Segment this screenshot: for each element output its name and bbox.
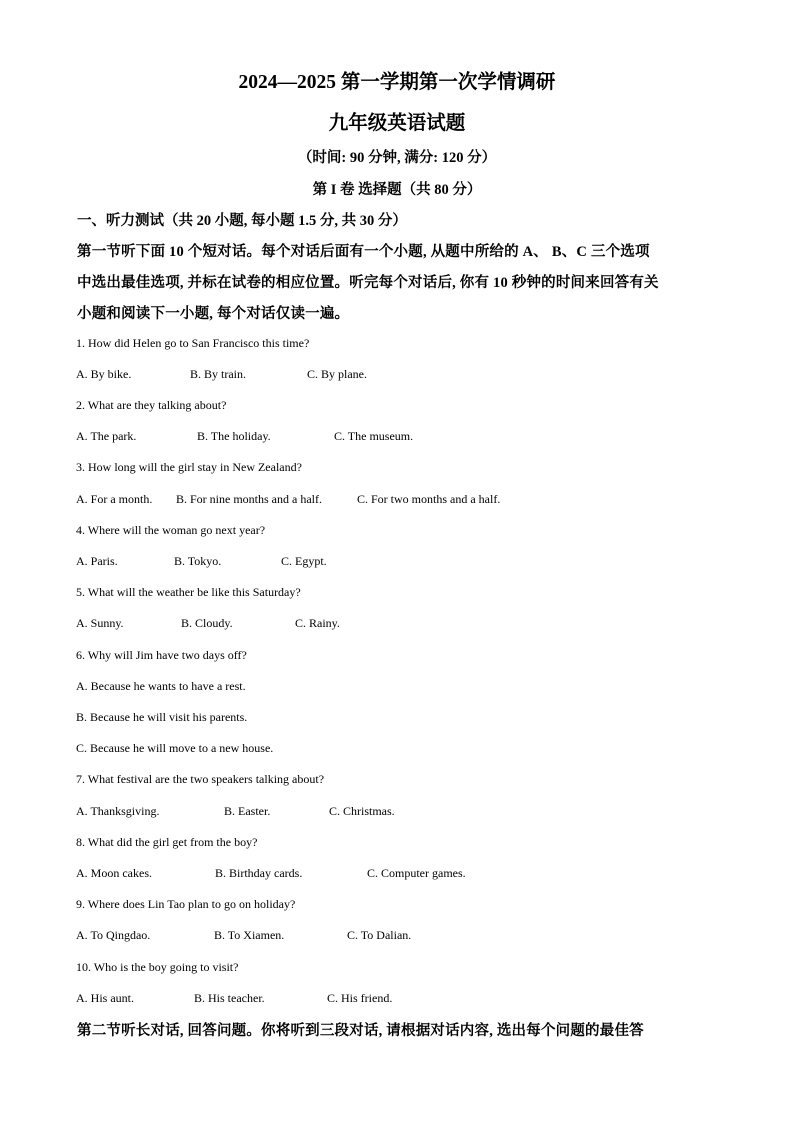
option-c: C. For two months and a half. <box>357 492 501 506</box>
option-b: B. Easter. <box>224 804 271 818</box>
question-text: 7. What festival are the two speakers talking about? <box>76 772 325 786</box>
exam-title: 2024—2025 第一学期第一次学情调研 <box>238 72 556 93</box>
option-a: A. By bike. <box>76 367 132 381</box>
option-c: C. Egypt. <box>281 554 327 568</box>
option-a: A. His aunt. <box>76 991 134 1005</box>
option-c: C. Computer games. <box>367 866 466 880</box>
instruction-line: 小题和阅读下一小题, 每个对话仅读一遍。 <box>77 306 350 322</box>
part-heading: 第 I 卷 选择题（共 80 分） <box>312 182 482 198</box>
option-c: C. Christmas. <box>329 804 395 818</box>
option-a: A. For a month. <box>76 492 153 506</box>
option-b: B. Because he will visit his parents. <box>76 710 248 724</box>
option-b: B. His teacher. <box>194 991 265 1005</box>
instruction-line: 第一节听下面 10 个短对话。每个对话后面有一个小题, 从题中所给的 A、 B、C 三个选项 <box>77 244 650 260</box>
option-c: C. Rainy. <box>295 616 340 630</box>
option-a: A. Because he wants to have a rest. <box>76 679 246 693</box>
option-b: B. By train. <box>190 367 246 381</box>
option-a: A. Moon cakes. <box>76 866 152 880</box>
option-b: B. The holiday. <box>197 429 271 443</box>
option-b: B. To Xiamen. <box>214 928 285 942</box>
option-c: C. By plane. <box>307 367 367 381</box>
section-heading: 一、听力测试（共 20 小题, 每小题 1.5 分, 共 30 分） <box>77 213 407 229</box>
option-b: B. Tokyo. <box>174 554 222 568</box>
section2-instruction: 第二节听长对话, 回答问题。你将听到三段对话, 请根据对话内容, 选出每个问题的最佳答 <box>77 1023 644 1039</box>
question-text: 1. How did Helen go to San Francisco this time? <box>76 336 310 350</box>
question-text: 2. What are they talking about? <box>76 398 227 412</box>
question-text: 3. How long will the girl stay in New Zealand? <box>76 460 302 474</box>
question-text: 4. Where will the woman go next year? <box>76 523 266 537</box>
question-text: 6. Why will Jim have two days off? <box>76 648 247 662</box>
option-c: C. Because he will move to a new house. <box>76 741 274 755</box>
question-text: 8. What did the girl get from the boy? <box>76 835 258 849</box>
option-a: A. Sunny. <box>76 616 124 630</box>
exam-subtitle: 九年级英语试题 <box>328 113 466 134</box>
instruction-line: 中选出最佳选项, 并标在试卷的相应位置。听完每个对话后, 你有 10 秒钟的时间来回答有关 <box>77 275 659 291</box>
option-c: C. To Dalian. <box>347 928 412 942</box>
option-b: B. For nine months and a half. <box>176 492 322 506</box>
option-a: A. Thanksgiving. <box>76 804 160 818</box>
question-text: 5. What will the weather be like this Saturday? <box>76 585 301 599</box>
question-text: 9. Where does Lin Tao plan to go on holiday? <box>76 897 296 911</box>
option-c: C. His friend. <box>327 991 393 1005</box>
option-a: A. To Qingdao. <box>76 928 151 942</box>
option-a: A. Paris. <box>76 554 118 568</box>
option-a: A. The park. <box>76 429 137 443</box>
option-b: B. Cloudy. <box>181 616 233 630</box>
time-info: （时间: 90 分钟, 满分: 120 分） <box>297 150 497 166</box>
question-text: 10. Who is the boy going to visit? <box>76 960 239 974</box>
option-c: C. The museum. <box>334 429 414 443</box>
option-b: B. Birthday cards. <box>215 866 303 880</box>
